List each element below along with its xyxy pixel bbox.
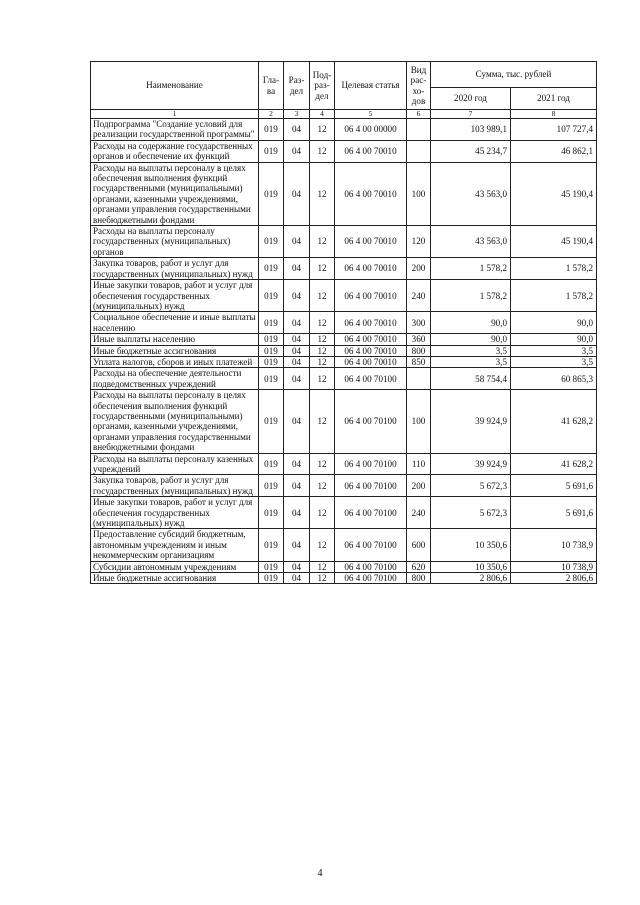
row-podrazdel: 12 [310, 475, 335, 497]
row-amount-2021: 45 190,4 [511, 162, 597, 225]
row-razdel: 04 [284, 529, 310, 561]
row-vid: 110 [407, 453, 431, 475]
row-razdel: 04 [284, 119, 310, 141]
row-glava: 019 [259, 561, 284, 572]
row-amount-2021: 46 862,1 [511, 140, 597, 162]
row-name: Иные бюджетные ассигнования [91, 573, 259, 584]
row-amount-2020: 90,0 [431, 312, 511, 334]
row-amount-2020: 39 924,9 [431, 390, 511, 453]
row-name: Иные закупки товаров, работ и услуг для обеспечения государственных (муниципальных) нужд [91, 280, 259, 312]
index-cell: 2 [259, 110, 284, 119]
row-name: Закупка товаров, работ и услуг для государственных (муниципальных) нужд [91, 258, 259, 280]
index-cell: 3 [284, 110, 310, 119]
row-target: 06 4 00 70010 [335, 312, 407, 334]
row-target: 06 4 00 70010 [335, 334, 407, 345]
row-amount-2021: 41 628,2 [511, 390, 597, 453]
row-name: Закупка товаров, работ и услуг для государственных (муниципальных) нужд [91, 475, 259, 497]
table-row [91, 529, 597, 561]
row-amount-2020: 1 578,2 [431, 258, 511, 280]
row-target: 06 4 00 70010 [335, 140, 407, 162]
header-target: Целевая статья [335, 62, 407, 110]
table-row [91, 334, 597, 345]
header-razdel: Раз-дел [284, 62, 310, 110]
row-amount-2020: 90,0 [431, 334, 511, 345]
row-razdel: 04 [284, 356, 310, 367]
row-glava: 019 [259, 140, 284, 162]
row-podrazdel: 12 [310, 226, 335, 258]
table-row [91, 280, 597, 312]
row-vid: 620 [407, 561, 431, 572]
row-amount-2020: 58 754,4 [431, 368, 511, 390]
page-number: 4 [317, 868, 323, 879]
row-podrazdel: 12 [310, 162, 335, 225]
table-row [91, 390, 597, 453]
table-row [91, 475, 597, 497]
header-vid: Вид рас-хо-дов [407, 62, 431, 110]
row-podrazdel: 12 [310, 573, 335, 584]
row-amount-2020: 3,5 [431, 356, 511, 367]
row-target: 06 4 00 70010 [335, 162, 407, 225]
row-glava: 019 [259, 162, 284, 225]
row-amount-2021: 107 727,4 [511, 119, 597, 141]
row-amount-2021: 10 738,9 [511, 529, 597, 561]
budget-table [90, 61, 597, 584]
row-glava: 019 [259, 356, 284, 367]
header-sum-title: Сумма, тыс. рублей [431, 62, 597, 88]
row-vid: 800 [407, 573, 431, 584]
row-name: Расходы на выплаты персоналу в целях обеспечения выполнения функций государственными (муниципальными) органами, казенными учреждениями, органами управления государственными внебюджетными фондами [91, 390, 259, 453]
row-target: 06 4 00 70010 [335, 345, 407, 356]
row-amount-2021: 3,5 [511, 356, 597, 367]
row-amount-2020: 103 989,1 [431, 119, 511, 141]
index-cell: 4 [310, 110, 335, 119]
row-amount-2020: 5 672,3 [431, 497, 511, 529]
header-podrazdel: Под-раз-дел [310, 62, 335, 110]
row-amount-2020: 43 563,0 [431, 226, 511, 258]
row-glava: 019 [259, 390, 284, 453]
row-vid: 100 [407, 162, 431, 225]
header-year-2020: 2020 год [431, 88, 511, 110]
row-amount-2020: 2 806,6 [431, 573, 511, 584]
budget-table-container [90, 61, 596, 584]
index-cell: 5 [335, 110, 407, 119]
row-glava: 019 [259, 573, 284, 584]
row-glava: 019 [259, 334, 284, 345]
row-amount-2021: 90,0 [511, 334, 597, 345]
table-row [91, 356, 597, 367]
row-vid: 240 [407, 280, 431, 312]
row-target: 06 4 00 70010 [335, 356, 407, 367]
row-podrazdel: 12 [310, 453, 335, 475]
row-vid: 360 [407, 334, 431, 345]
row-target: 06 4 00 70100 [335, 368, 407, 390]
row-glava: 019 [259, 368, 284, 390]
row-target: 06 4 00 00000 [335, 119, 407, 141]
row-vid: 800 [407, 345, 431, 356]
row-podrazdel: 12 [310, 345, 335, 356]
index-cell: 1 [91, 110, 259, 119]
table-row [91, 368, 597, 390]
row-amount-2020: 5 672,3 [431, 475, 511, 497]
row-glava: 019 [259, 226, 284, 258]
row-amount-2021: 60 865,3 [511, 368, 597, 390]
row-vid: 300 [407, 312, 431, 334]
row-amount-2021: 1 578,2 [511, 258, 597, 280]
row-vid: 200 [407, 475, 431, 497]
row-glava: 019 [259, 497, 284, 529]
row-amount-2020: 3,5 [431, 345, 511, 356]
row-podrazdel: 12 [310, 390, 335, 453]
row-podrazdel: 12 [310, 312, 335, 334]
row-amount-2021: 45 190,4 [511, 226, 597, 258]
row-razdel: 04 [284, 226, 310, 258]
row-glava: 019 [259, 258, 284, 280]
index-cell: 6 [407, 110, 431, 119]
row-amount-2021: 1 578,2 [511, 280, 597, 312]
row-name: Субсидии автономным учреждениям [91, 561, 259, 572]
row-target: 06 4 00 70010 [335, 280, 407, 312]
row-razdel: 04 [284, 162, 310, 225]
row-name: Иные выплаты населению [91, 334, 259, 345]
row-vid: 100 [407, 390, 431, 453]
table-row [91, 119, 597, 141]
row-razdel: 04 [284, 561, 310, 572]
row-glava: 019 [259, 529, 284, 561]
table-row [91, 453, 597, 475]
table-row [91, 345, 597, 356]
table-row [91, 140, 597, 162]
row-razdel: 04 [284, 573, 310, 584]
row-vid [407, 140, 431, 162]
row-podrazdel: 12 [310, 280, 335, 312]
row-name: Расходы на выплаты персоналу в целях обеспечения выполнения функций государственными (муниципальными) органами, казенными учреждениями, органами управления государственными внебюджетными фондами [91, 162, 259, 225]
row-target: 06 4 00 70100 [335, 390, 407, 453]
row-target: 06 4 00 70010 [335, 258, 407, 280]
row-vid: 120 [407, 226, 431, 258]
row-name: Уплата налогов, сборов и иных платежей [91, 356, 259, 367]
row-name: Подпрограмма "Создание условий для реализации государственной программы" [91, 119, 259, 141]
row-vid: 600 [407, 529, 431, 561]
row-razdel: 04 [284, 368, 310, 390]
row-razdel: 04 [284, 345, 310, 356]
row-name: Расходы на выплаты персоналу государственных (муниципальных) органов [91, 226, 259, 258]
table-row [91, 258, 597, 280]
row-podrazdel: 12 [310, 368, 335, 390]
row-razdel: 04 [284, 258, 310, 280]
table-body [91, 119, 597, 584]
table-row [91, 561, 597, 572]
row-podrazdel: 12 [310, 334, 335, 345]
table-row [91, 312, 597, 334]
row-razdel: 04 [284, 334, 310, 345]
row-razdel: 04 [284, 140, 310, 162]
header-name: Наименование [91, 62, 259, 110]
row-amount-2021: 2 806,6 [511, 573, 597, 584]
row-glava: 019 [259, 312, 284, 334]
row-target: 06 4 00 70100 [335, 529, 407, 561]
row-amount-2021: 5 691,6 [511, 475, 597, 497]
row-razdel: 04 [284, 390, 310, 453]
table-row [91, 497, 597, 529]
row-amount-2021: 90,0 [511, 312, 597, 334]
row-podrazdel: 12 [310, 140, 335, 162]
row-amount-2020: 45 234,7 [431, 140, 511, 162]
row-vid [407, 119, 431, 141]
row-podrazdel: 12 [310, 561, 335, 572]
row-vid: 240 [407, 497, 431, 529]
row-amount-2020: 43 563,0 [431, 162, 511, 225]
header-glava: Гла-ва [259, 62, 284, 110]
row-target: 06 4 00 70100 [335, 561, 407, 572]
row-razdel: 04 [284, 280, 310, 312]
row-target: 06 4 00 70100 [335, 497, 407, 529]
row-amount-2021: 3,5 [511, 345, 597, 356]
index-cell: 8 [511, 110, 597, 119]
row-target: 06 4 00 70010 [335, 226, 407, 258]
row-razdel: 04 [284, 497, 310, 529]
row-name: Иные бюджетные ассигнования [91, 345, 259, 356]
row-glava: 019 [259, 280, 284, 312]
row-razdel: 04 [284, 312, 310, 334]
row-vid: 850 [407, 356, 431, 367]
row-target: 06 4 00 70100 [335, 453, 407, 475]
row-razdel: 04 [284, 453, 310, 475]
row-amount-2020: 10 350,6 [431, 561, 511, 572]
row-glava: 019 [259, 119, 284, 141]
row-podrazdel: 12 [310, 356, 335, 367]
row-glava: 019 [259, 475, 284, 497]
row-razdel: 04 [284, 475, 310, 497]
row-amount-2021: 10 738,9 [511, 561, 597, 572]
table-row [91, 573, 597, 584]
row-name: Иные закупки товаров, работ и услуг для обеспечения государственных (муниципальных) нужд [91, 497, 259, 529]
row-name: Расходы на выплаты персоналу казенных учреждений [91, 453, 259, 475]
index-cell: 7 [431, 110, 511, 119]
row-amount-2020: 1 578,2 [431, 280, 511, 312]
row-amount-2020: 10 350,6 [431, 529, 511, 561]
header-year-2021: 2021 год [511, 88, 597, 110]
row-glava: 019 [259, 345, 284, 356]
row-target: 06 4 00 70100 [335, 573, 407, 584]
row-podrazdel: 12 [310, 258, 335, 280]
row-amount-2020: 39 924,9 [431, 453, 511, 475]
table-row [91, 226, 597, 258]
row-vid: 200 [407, 258, 431, 280]
row-podrazdel: 12 [310, 529, 335, 561]
row-name: Социальное обеспечение и иные выплаты населению [91, 312, 259, 334]
row-name: Предоставление субсидий бюджетным, автономным учреждениям и иным некоммерческим организациям [91, 529, 259, 561]
row-target: 06 4 00 70100 [335, 475, 407, 497]
table-row [91, 162, 597, 225]
row-amount-2021: 41 628,2 [511, 453, 597, 475]
row-name: Расходы на содержание государственных органов и обеспечение их функций [91, 140, 259, 162]
row-name: Расходы на обеспечение деятельности подведомственных учреждений [91, 368, 259, 390]
row-amount-2021: 5 691,6 [511, 497, 597, 529]
row-vid [407, 368, 431, 390]
row-glava: 019 [259, 453, 284, 475]
row-podrazdel: 12 [310, 119, 335, 141]
row-podrazdel: 12 [310, 497, 335, 529]
